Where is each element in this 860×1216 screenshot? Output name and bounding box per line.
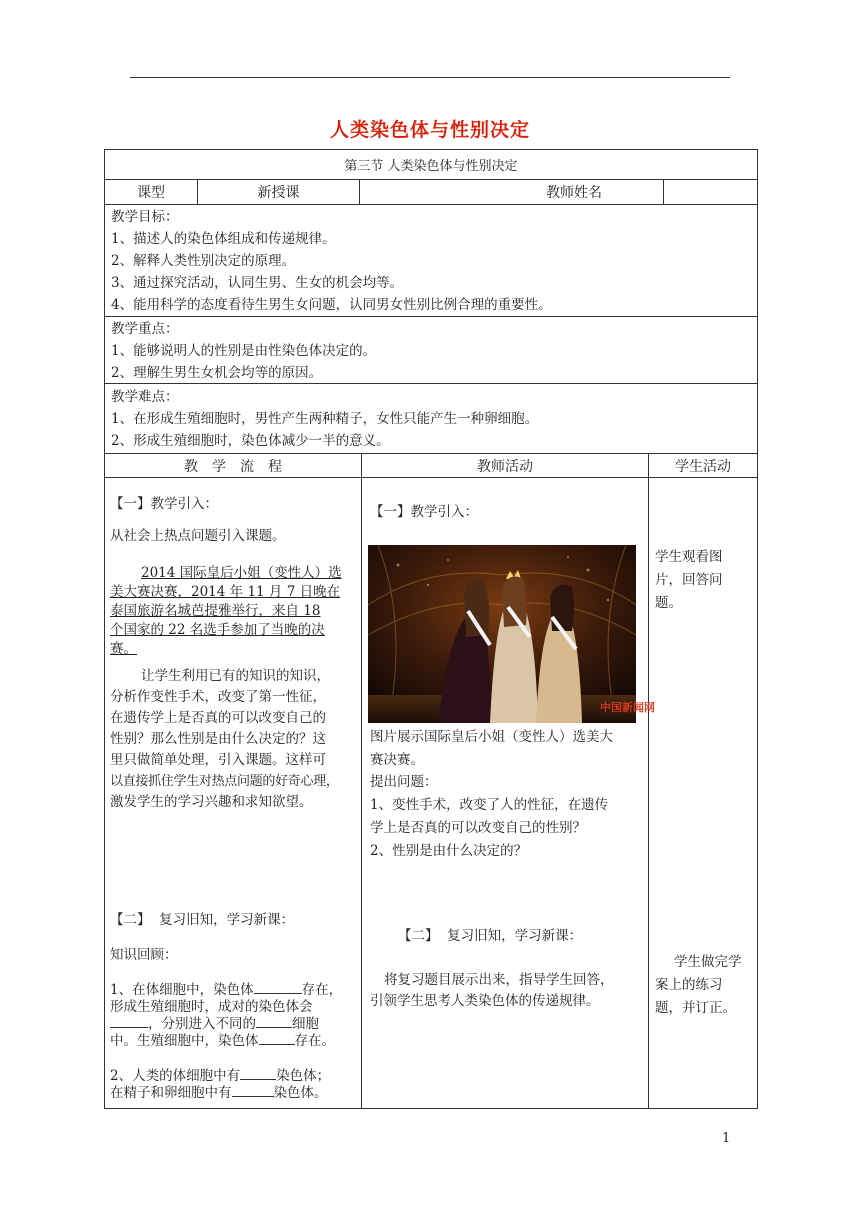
news-line: 2014 国际皇后小姐（变性人）选 [141, 565, 342, 581]
news-line: 泰国旅游名城芭提雅举行，来自 18 [110, 603, 321, 619]
objective-item: 3、通过探究活动，认同生男、生女的机会均等。 [111, 275, 404, 291]
pageant-photo-illustration [368, 545, 655, 723]
student-activity-line: 学生做完学 [674, 954, 742, 970]
discussion-line: 让学生利用已有的知识的知识， [141, 668, 330, 684]
q2-text: 在精子和卵细胞中有 [110, 1085, 232, 1101]
flow-review-label: 知识回顾： [110, 947, 178, 963]
answer-blank[interactable] [232, 1084, 274, 1097]
discussion-line: 以直接抓住学生对热点问题的好奇心理， [110, 774, 339, 789]
teacher-column-header: 教师活动 [361, 454, 648, 477]
lesson-type-value: 新授课 [197, 180, 359, 204]
news-line: 赛。 [110, 641, 137, 657]
discussion-line: 分析作变性手术，改变了第一性征， [110, 689, 326, 705]
q1-text: ，分别进入不同的 [148, 1016, 256, 1032]
flow-review-heading: 【二】 复习旧知，学习新课： [110, 912, 295, 928]
objective-item: 4、能用科学的态度看待生男生女问题，认同男女性别比例合理的重要性。 [111, 297, 552, 313]
column-divider [648, 478, 649, 1108]
objectives-section [105, 205, 757, 317]
difficulties-heading: 教学难点： [111, 389, 179, 405]
info-row [105, 180, 757, 205]
answer-blank[interactable] [110, 1015, 148, 1028]
key-points-heading: 教学重点： [111, 321, 179, 337]
q1-text: 中。生殖细胞中，染色体 [110, 1033, 259, 1049]
difficulty-item: 1、在形成生殖细胞时，男性产生两种精子，女性只能产生一种卵细胞。 [111, 411, 539, 427]
flow-intro-text: 从社会上热点问题引入课题。 [110, 528, 286, 544]
news-line: 美大赛决赛，2014 年 11 月 7 日晚在 [110, 584, 341, 600]
teacher-review-line: 将复习题目展示出来，指导学生回答， [384, 972, 614, 988]
objective-item: 2、解释人类性别决定的原理。 [111, 253, 296, 269]
teacher-name-value [663, 180, 757, 204]
column-header-row [105, 454, 757, 478]
student-activity-line: 学生观看图 [655, 549, 723, 565]
photo-watermark: 中国新闻网 [600, 701, 655, 714]
document-title: 人类染色体与性别决定 [329, 119, 530, 141]
student-activity-line: 片，回答问 [655, 572, 723, 588]
column-divider [361, 478, 362, 1108]
answer-blank[interactable] [240, 1067, 276, 1080]
key-point-item: 1、能够说明人的性别是由性染色体决定的。 [111, 343, 377, 359]
flow-column-header: 教 学 流 程 [184, 458, 282, 475]
flow-intro-heading: 【一】教学引入： [110, 496, 218, 512]
student-column-header: 学生活动 [648, 454, 757, 477]
key-points-section [105, 317, 757, 384]
q1-text: 细胞 [292, 1016, 319, 1032]
q1-text: 存在， [301, 982, 343, 998]
answer-blank[interactable] [259, 1032, 295, 1045]
difficulties-section [105, 384, 757, 454]
question-line: 2、性别是由什么决定的？ [370, 843, 528, 859]
section-title-row [105, 150, 757, 180]
teacher-review-line: 引领学生思考人类染色体的传递规律。 [370, 993, 600, 1009]
header-rule [130, 77, 730, 78]
difficulty-item: 2、形成生殖细胞时，染色体减少一半的意义。 [111, 433, 390, 449]
discussion-line: 里只做简单处理，引入课题。这样可 [110, 752, 326, 768]
question-line: 1、变性手术，改变了人的性征，在遗传 [370, 797, 609, 813]
student-activity-line: 案上的练习 [655, 977, 723, 993]
q1-text: 形成生殖细胞时，成对的染色体会 [110, 999, 313, 1015]
student-activity-line: 题，并订正。 [655, 1000, 736, 1016]
section-title: 第三节 人类染色体与性别决定 [344, 159, 518, 174]
discussion-line: 在遗传学上是否真的可以改变自己的 [110, 710, 326, 726]
photo-caption-line: 赛决赛。 [370, 752, 424, 768]
answer-blank[interactable] [256, 1015, 292, 1028]
lesson-type-label: 课型 [137, 185, 165, 201]
q2-text: 染色体； [276, 1068, 331, 1084]
news-line: 个国家的 22 名选手参加了当晚的决 [110, 622, 325, 638]
q2-text: 染色体。 [273, 1085, 328, 1101]
q1-text: 1、在体细胞中，染色体 [110, 982, 254, 998]
answer-blank[interactable] [254, 981, 302, 994]
objectives-heading: 教学目标： [111, 209, 179, 225]
page-number: 1 [722, 1131, 731, 1146]
student-activity-line: 题。 [655, 595, 682, 611]
teacher-intro-heading: 【一】教学引入： [370, 504, 478, 520]
photo-caption-line: 图片展示国际皇后小姐（变性人）选美大 [370, 729, 613, 745]
pageant-photo [368, 545, 655, 723]
q2-text: 2、人类的体细胞中有 [110, 1068, 241, 1084]
discussion-line: 激发学生的学习兴趣和求知欲望。 [110, 794, 313, 810]
q1-text: 存在。 [294, 1033, 335, 1049]
question-label: 提出问题： [370, 774, 438, 790]
discussion-line: 性别？那么性别是由什么决定的？这 [110, 731, 326, 747]
key-point-item: 2、理解生男生女机会均等的原因。 [111, 365, 323, 381]
objective-item: 1、描述人的染色体组成和传递规律。 [111, 231, 336, 247]
teacher-review-heading: 【二】 复习旧知，学习新课： [398, 928, 583, 944]
teacher-name-label: 教师姓名 [546, 185, 602, 201]
question-line: 学上是否真的可以改变自己的性别？ [370, 820, 586, 836]
